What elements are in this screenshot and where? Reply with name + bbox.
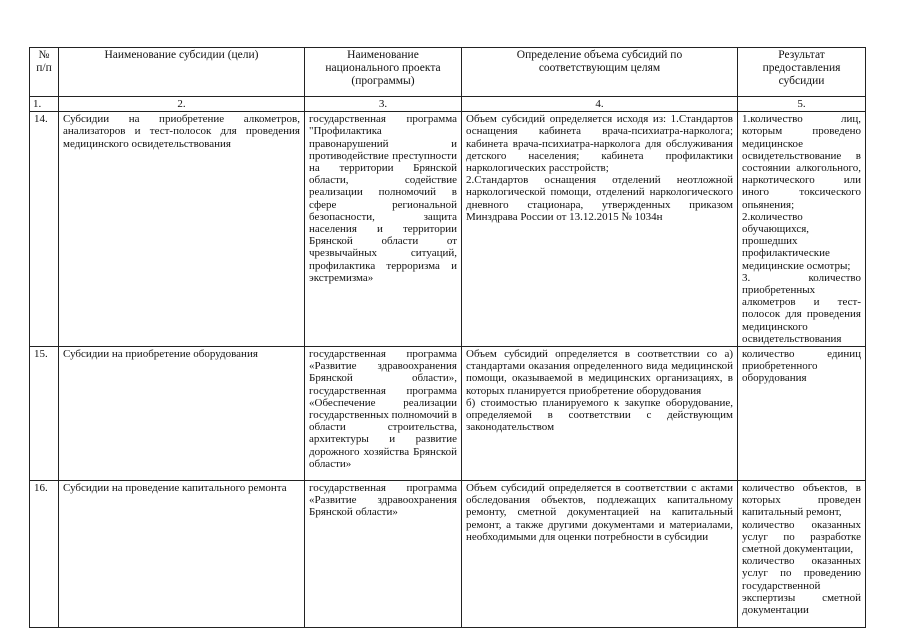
table-row xyxy=(30,112,866,347)
result-cell xyxy=(738,347,866,481)
subsidies-table xyxy=(29,47,866,628)
subsidy-name-cell: Субсидии на приобретение алкометров, анализаторов и тест-полосок для проведения медицинского освидетельствования xyxy=(59,112,305,347)
project-cell: государственная программа «Развитие здравоохранения Брянской области» xyxy=(305,481,462,628)
volume-cell xyxy=(462,347,738,481)
result-item: количество оказанных услуг по проведению государственной экспертизы сметной документации xyxy=(742,555,861,617)
column-number: 5. xyxy=(738,97,866,112)
table-row xyxy=(30,347,866,481)
result-item: 2.количество обучающихся, прошедших профилактические медицинские осмотры; xyxy=(742,210,851,272)
column-number-row xyxy=(30,97,866,112)
volume-paragraph: Объем субсидий определяется исходя из: 1.Стандартов оснащения кабинета врача-психиатра-нарколога; кабинета врача-психиатра-нарколога для обслуживания детского населения; кабинета профилактики наркологических расстройств; xyxy=(466,113,733,175)
column-number: 3. xyxy=(305,97,462,112)
volume-paragraph: Объем субсидий определяется в соответствии со а) стандартами оказания определенного вида медицинской помощи, оказываемой в медицинских организациях, в которых планируется приобретение оборудования xyxy=(466,348,733,397)
header-project-name: Наименование национального проекта (программы) xyxy=(305,48,462,97)
row-number: 15. xyxy=(30,347,59,481)
volume-paragraph: Объем субсидий определяется в соответствии с актами обследования объектов, подлежащих капитальному ремонту, сметной документацией на капитальный ремонт, а также другими документами и материалами, необходимыми для оценки потребности в субсидии xyxy=(466,482,733,543)
column-number: 4. xyxy=(462,97,738,112)
header-result: Результат предоставления субсидии xyxy=(738,48,866,97)
header-subsidy-name: Наименование субсидии (цели) xyxy=(59,48,305,97)
column-number: 1. xyxy=(30,97,59,112)
header-num: № п/п xyxy=(30,48,59,97)
volume-paragraph: 2.Стандартов оснащения отделений неотложной наркологической помощи, отделений наркологического дневного стационара, утвержденных приказом Минздрава России от 13.12.2015 № 1034н xyxy=(466,174,733,223)
result-item: количество оказанных услуг по разработке сметной документации, xyxy=(742,518,861,556)
subsidy-name-cell: Субсидии на приобретение оборудования xyxy=(59,347,305,481)
result-item: 3. количество приобретенных алкометров и тест-полосок для проведения медицинского освидетельствования xyxy=(742,271,861,345)
volume-paragraph: б) стоимостью планируемого к закупке оборудование, определяемой в соответствии с действующим законодательством xyxy=(466,396,733,434)
header-row xyxy=(30,48,866,97)
header-volume-definition: Определение объема субсидий по соответствующим целям xyxy=(462,48,738,97)
result-item: количество единиц приобретенного оборудования xyxy=(742,348,861,385)
project-cell: государственная программа «Развитие здравоохранения Брянской области», государственная программа «Обеспечение реализации государственных полномочий в области строительства, архитектуры и развитие дорожного хозяйства Брянской области» xyxy=(305,347,462,481)
result-cell xyxy=(738,481,866,628)
row-number: 14. xyxy=(30,112,59,347)
result-item: количество объектов, в которых проведен капитальный ремонт, xyxy=(742,482,861,519)
table-row xyxy=(30,481,866,628)
row-number: 16. xyxy=(30,481,59,628)
subsidy-name-cell: Субсидии на проведение капитального ремонта xyxy=(59,481,305,628)
result-item: 1.количество лиц, которым проведено медицинское освидетельствование в состоянии алкогольного, наркотического или иного токсического опьянения; xyxy=(742,113,861,211)
volume-cell xyxy=(462,112,738,347)
project-cell: государственная программа "Профилактика правонарушений и противодействие преступности на территории Брянской области, содействие реализации полномочий в сфере региональной безопасности, защита населения и территории Брянской области от чрезвычайных ситуаций, профилактика терроризма и экстремизма» xyxy=(305,112,462,347)
result-cell xyxy=(738,112,866,347)
column-number: 2. xyxy=(59,97,305,112)
volume-cell xyxy=(462,481,738,628)
